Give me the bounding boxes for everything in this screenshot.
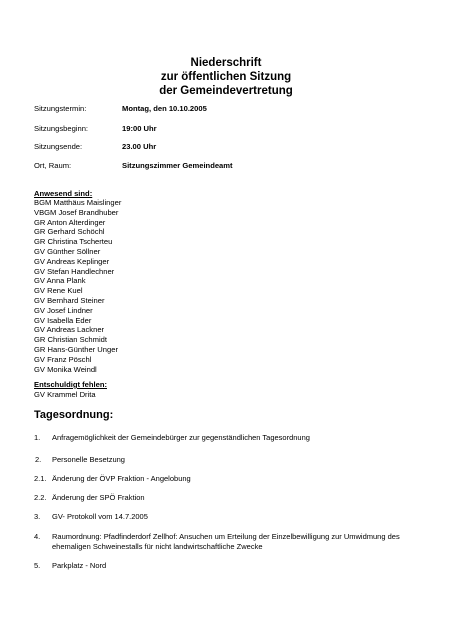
- agenda-number: 4.: [34, 532, 41, 541]
- meta-value: Montag, den 10.10.2005: [122, 104, 207, 113]
- list-item: GR Christina Tscherteu: [34, 237, 113, 247]
- meta-session-start: [34, 124, 157, 134]
- agenda-text: Raumordnung: Pfadfinderdorf Zellhof: Ansuchen um Erteilung der Einzelbewilligung zur Umwidmung des ehemaligen Schweinestalls für nicht landwirtschaftliche Zwecke: [52, 532, 400, 551]
- agenda-number: 5.: [34, 561, 41, 570]
- agenda-text: Änderung der ÖVP Fraktion - Angelobung: [52, 474, 191, 483]
- meta-label: Sitzungsbeginn:: [34, 124, 89, 133]
- list-item: GR Gerhard Schöchl: [34, 227, 105, 237]
- list-item: GV Josef Lindner: [34, 305, 93, 315]
- title-line-2: zur öffentlichen Sitzung: [160, 71, 292, 83]
- list-item: GR Hans-Günther Unger: [34, 344, 118, 354]
- list-item: GV Günther Söllner: [34, 246, 101, 256]
- agenda-heading: Tagesordnung:: [34, 409, 114, 421]
- agenda-text: Änderung der SPÖ Fraktion: [52, 493, 145, 502]
- list-item: GV Franz Pöschl: [34, 354, 92, 364]
- list-item: GV Andreas Lackner: [34, 325, 105, 335]
- list-item: GV Anna Plank: [34, 276, 86, 286]
- excused-list: [34, 390, 96, 400]
- list-item: GV Isabella Eder: [34, 315, 92, 325]
- list-item: BGM Matthäus Maislinger: [34, 198, 122, 207]
- list-item: GV Krammel Drita: [34, 390, 96, 399]
- meta-value: 23.00 Uhr: [122, 142, 157, 151]
- list-item: GR Christian Schmidt: [34, 335, 108, 345]
- meta-label: Sitzungstermin:: [34, 104, 87, 113]
- list-item: GV Rene Kuel: [34, 286, 83, 296]
- list-item: VBGM Josef Brandhuber: [34, 207, 119, 217]
- title-line-3: der Gemeindevertretung: [159, 85, 293, 97]
- agenda-number: 2.: [35, 455, 42, 464]
- list-item: GV Bernhard Steiner: [34, 295, 105, 305]
- agenda-text: Parkplatz - Nord: [52, 561, 107, 570]
- agenda-text: Anfragemöglichkeit der Gemeindebürger zur gegenständlichen Tagesordnung: [52, 433, 310, 442]
- agenda-number: 3.: [34, 512, 41, 521]
- present-list: [34, 198, 121, 374]
- meta-value: 19:00 Uhr: [122, 124, 157, 133]
- meta-session-date: [34, 104, 207, 114]
- present-heading: Anwesend sind:: [34, 189, 93, 198]
- title-line-1: Niederschrift: [190, 57, 262, 69]
- list-item: GV Stefan Handlechner: [34, 266, 115, 276]
- agenda-number: 2.2.: [34, 493, 47, 502]
- meta-session-end: [34, 142, 156, 152]
- list-item: GV Andreas Keplinger: [34, 256, 110, 266]
- list-item: GV Monika Weindl: [34, 364, 97, 374]
- agenda-number: 1.: [34, 433, 41, 442]
- agenda-text: GV- Protokoll vom 14.7.2005: [52, 512, 148, 521]
- document-title: [0, 56, 452, 98]
- meta-label: Ort, Raum:: [34, 161, 72, 170]
- excused-heading: Entschuldigt fehlen:: [34, 380, 107, 389]
- list-item: GR Anton Alterdinger: [34, 217, 106, 227]
- agenda-text: Personelle Besetzung: [52, 455, 125, 464]
- meta-location: [34, 161, 233, 171]
- meta-value: Sitzungszimmer Gemeindeamt: [122, 161, 233, 170]
- meta-label: Sitzungsende:: [34, 142, 83, 151]
- agenda-number: 2.1.: [34, 474, 47, 483]
